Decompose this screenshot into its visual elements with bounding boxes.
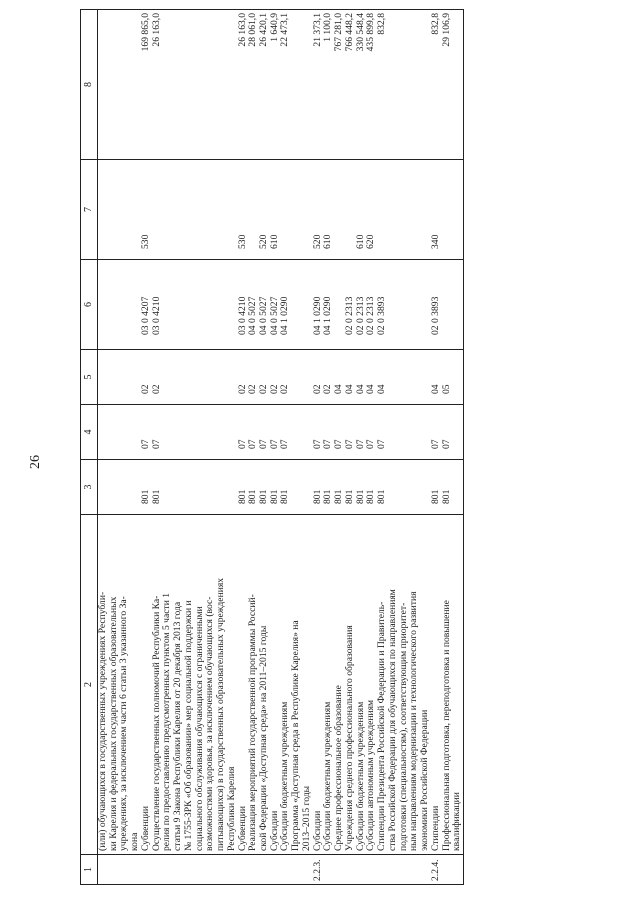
col-header: 8 [81,10,98,160]
table-row [238,10,313,885]
cell-line: ки Карелия и федеральных государственных образовательных [107,596,119,851]
cell-line: 801 [258,489,270,504]
cell-line: 28 061,0 [247,13,259,47]
table-row [431,10,464,885]
cell-line: 02 0 2313 [365,296,377,335]
cell-line: 26 163,0 [236,13,248,47]
cell-line: 07 [354,439,366,449]
cell-line: 801 [311,489,323,504]
cell-line: 340 [429,234,441,249]
row-description [98,515,141,855]
cell-line: ным направлениям модернизации и технологического развития [408,591,420,851]
cell-line: Субсидии [311,810,323,851]
cell-line: 03 0 4210 [150,296,162,335]
cell-line: 07 [247,439,259,449]
cell-line: квалификации [451,792,463,851]
col-header: 6 [81,260,98,350]
target-article-code [431,260,464,350]
cell-line: 767 281,0 [333,13,345,52]
cell-line: статьи 9 Закона Республики Карелия от 20 декабря 2013 года [172,601,184,851]
target-article-code [141,260,238,350]
cell-line: Профессиональная подготовка, переподготовка и повышение [440,600,452,851]
cell-line: ской Федерации «Доступная среда» на 2011–2015 годы [258,625,270,851]
cell-line: 26 420,1 [258,13,270,47]
section-code [238,405,313,460]
amount [141,10,238,160]
cell-line: 610 [322,234,334,249]
cell-line: 801 [322,489,334,504]
target-article-code [98,260,141,350]
ministry-code [313,460,431,515]
cell-line: 801 [150,489,162,504]
cell-line: Среднее профессиональное образование [333,685,345,851]
cell-line: 07 [429,439,441,449]
cell-line: 03 0 4210 [236,296,248,335]
row-number [141,855,238,885]
cell-line: 832,8 [376,13,388,35]
cell-line: социального обслуживания обучающихся с ограниченными [193,606,205,851]
cell-line: 07 [322,439,334,449]
cell-line: 766 448,2 [343,13,355,52]
row-number [238,855,313,885]
row-number [98,855,141,885]
cell-line: 07 [376,439,388,449]
cell-line: 832,8 [429,13,441,35]
cell-line: 330 548,4 [354,13,366,52]
cell-line: Республики Карелия [225,766,237,851]
cell-line: 801 [429,489,441,504]
cell-line: Субсидии [268,810,280,851]
cell-line: 07 [150,439,162,449]
col-header: 1 [81,855,98,885]
amount [238,10,313,160]
budget-table [80,9,464,885]
cell-line: 620 [365,234,377,249]
cell-line: Стипендии Президента Российской Федерации и Правитель- [376,601,388,851]
cell-line: Субвенции [236,806,248,851]
cell-line: 02 [247,384,259,394]
cell-line: 610 [354,234,366,249]
cell-line: 801 [365,489,377,504]
amount [98,10,141,160]
subsection-code [98,350,141,405]
cell-line: 07 [139,439,151,449]
cell-line: учреждениях, за исключением части 6 статьи 3 указанного За- [118,596,130,851]
row-number: 2.2.4. [431,855,464,885]
cell-line: 21 373,1 [311,13,323,47]
cell-line: 04 0 5027 [268,296,280,335]
ministry-code [98,460,141,515]
cell-line: Субсидии бюджетным учреждениям [279,701,291,851]
cell-line: 07 [279,439,291,449]
subsection-code [238,350,313,405]
cell-line: 530 [236,234,248,249]
cell-line: 04 0 5027 [247,296,259,335]
cell-line: 801 [333,489,345,504]
cell-line: 801 [343,489,355,504]
cell-line: 04 0 5027 [258,296,270,335]
expense-type-code [431,160,464,260]
amount [431,10,464,160]
cell-line: релия по предоставлению предусмотренных пунктом 5 части 1 [161,592,173,851]
expense-type-code [313,160,431,260]
cell-line: 05 [440,384,452,394]
cell-line: Осуществление государственных полномочий Республики Ка- [150,595,162,851]
cell-line: питывающихся) в государственных образовательных учреждениях [215,577,227,851]
cell-line: 02 [279,384,291,394]
cell-line: возможностями здоровья, за исключением обучающихся (вос- [204,596,216,851]
cell-line: 02 0 2313 [343,296,355,335]
cell-line: кона [129,832,141,851]
cell-line: 02 0 3893 [429,296,441,335]
cell-line: 02 [322,384,334,394]
page-number: 26 [28,455,43,469]
cell-line: 04 [354,384,366,394]
cell-line: 530 [139,234,151,249]
cell-line: 02 0 3893 [376,296,388,335]
subsection-code [431,350,464,405]
cell-line: 02 [236,384,248,394]
cell-line: 04 1 0290 [311,296,323,335]
cell-line: Субсидии автономным учреждениям [365,699,377,851]
row-description [141,515,238,855]
cell-line: Программа «Доступная среда в Республике Карелия» на [290,620,302,851]
cell-line: ства Российской Федерации для обучающихся по направлениям [386,589,398,851]
header-row [81,10,98,885]
row-description [238,515,313,855]
cell-line: 801 [440,489,452,504]
cell-line: 1 100,0 [322,13,334,42]
cell-line: подготовки (специальностям), соответствующим приоритет- [397,602,409,851]
table-row [313,10,431,885]
target-article-code [313,260,431,350]
cell-line: 04 [429,384,441,394]
expense-type-code [238,160,313,260]
cell-line: 07 [236,439,248,449]
cell-line: Учреждения среднего профессионального образования [343,625,355,851]
section-code [141,405,238,460]
cell-line: 07 [268,439,280,449]
cell-line: 04 [343,384,355,394]
amount [313,10,431,160]
ministry-code [431,460,464,515]
table-row [141,10,238,885]
expense-type-code [141,160,238,260]
cell-line: 520 [258,234,270,249]
row-description [431,515,464,855]
cell-line: 801 [236,489,248,504]
cell-line: 435 899,8 [365,13,377,52]
cell-line: 07 [333,439,345,449]
subsection-code [313,350,431,405]
cell-line: Субсидии бюджетным учреждениям [354,701,366,851]
cell-line: 520 [311,234,323,249]
ministry-code [238,460,313,515]
cell-line: 04 [376,384,388,394]
cell-line: 610 [268,234,280,249]
cell-line [345,163,356,249]
cell-line: 02 [150,384,162,394]
cell-line: Стипендии [429,805,441,851]
cell-line: 04 1 0290 [279,296,291,335]
table-row [98,10,141,885]
expense-type-code [98,160,141,260]
cell-line: 07 [311,439,323,449]
cell-line: 801 [268,489,280,504]
col-header: 5 [81,350,98,405]
col-header: 2 [81,515,98,855]
cell-line: 801 [279,489,291,504]
cell-line: 801 [354,489,366,504]
cell-line: 07 [440,439,452,449]
cell-line: 02 [311,384,323,394]
section-code [431,405,464,460]
ministry-code [141,460,238,515]
cell-line: 22 473,1 [279,13,291,47]
subsection-code [141,350,238,405]
cell-line: 801 [247,489,259,504]
row-number: 2.2.3. [313,855,431,885]
cell-line: 03 0 4207 [139,296,151,335]
cell-line: 07 [258,439,270,449]
cell-line: 1 640,9 [268,13,280,42]
cell-line: 07 [365,439,377,449]
cell-line: 26 163,0 [150,13,162,47]
cell-line: 169 865,0 [139,13,151,52]
cell-line: 2013–2015 годы [300,785,312,851]
col-header: 3 [81,460,98,515]
cell-line: Реализация мероприятий государственной программы Россий- [247,594,259,851]
section-code [98,405,141,460]
cell-line: 02 [258,384,270,394]
section-code [313,405,431,460]
target-article-code [238,260,313,350]
cell-line: 02 0 2313 [354,296,366,335]
col-header: 7 [81,160,98,260]
cell-line: 04 [365,384,377,394]
cell-line: 02 [268,384,280,394]
cell-line: (или) обучающихся в государственных учреждениях Республи- [97,591,108,851]
cell-line: 04 1 0290 [322,296,334,335]
cell-line: 801 [139,489,151,504]
cell-line: 02 [139,384,151,394]
budget-table-rotated [80,10,615,885]
col-header: 4 [81,405,98,460]
cell-line: 04 [333,384,345,394]
cell-line: Субвенции [139,806,151,851]
row-description [313,515,431,855]
cell-line: 07 [343,439,355,449]
cell-line: 29 106,9 [440,13,452,47]
cell-line: № 1755-ЗРК «Об образовании» мер социальной поддержки и [182,600,194,851]
cell-line: Субсидии бюджетным учреждениям [322,701,334,851]
cell-line: экономики Российской Федерации [419,709,431,851]
cell-line [334,163,345,249]
cell-line: 801 [376,489,388,504]
